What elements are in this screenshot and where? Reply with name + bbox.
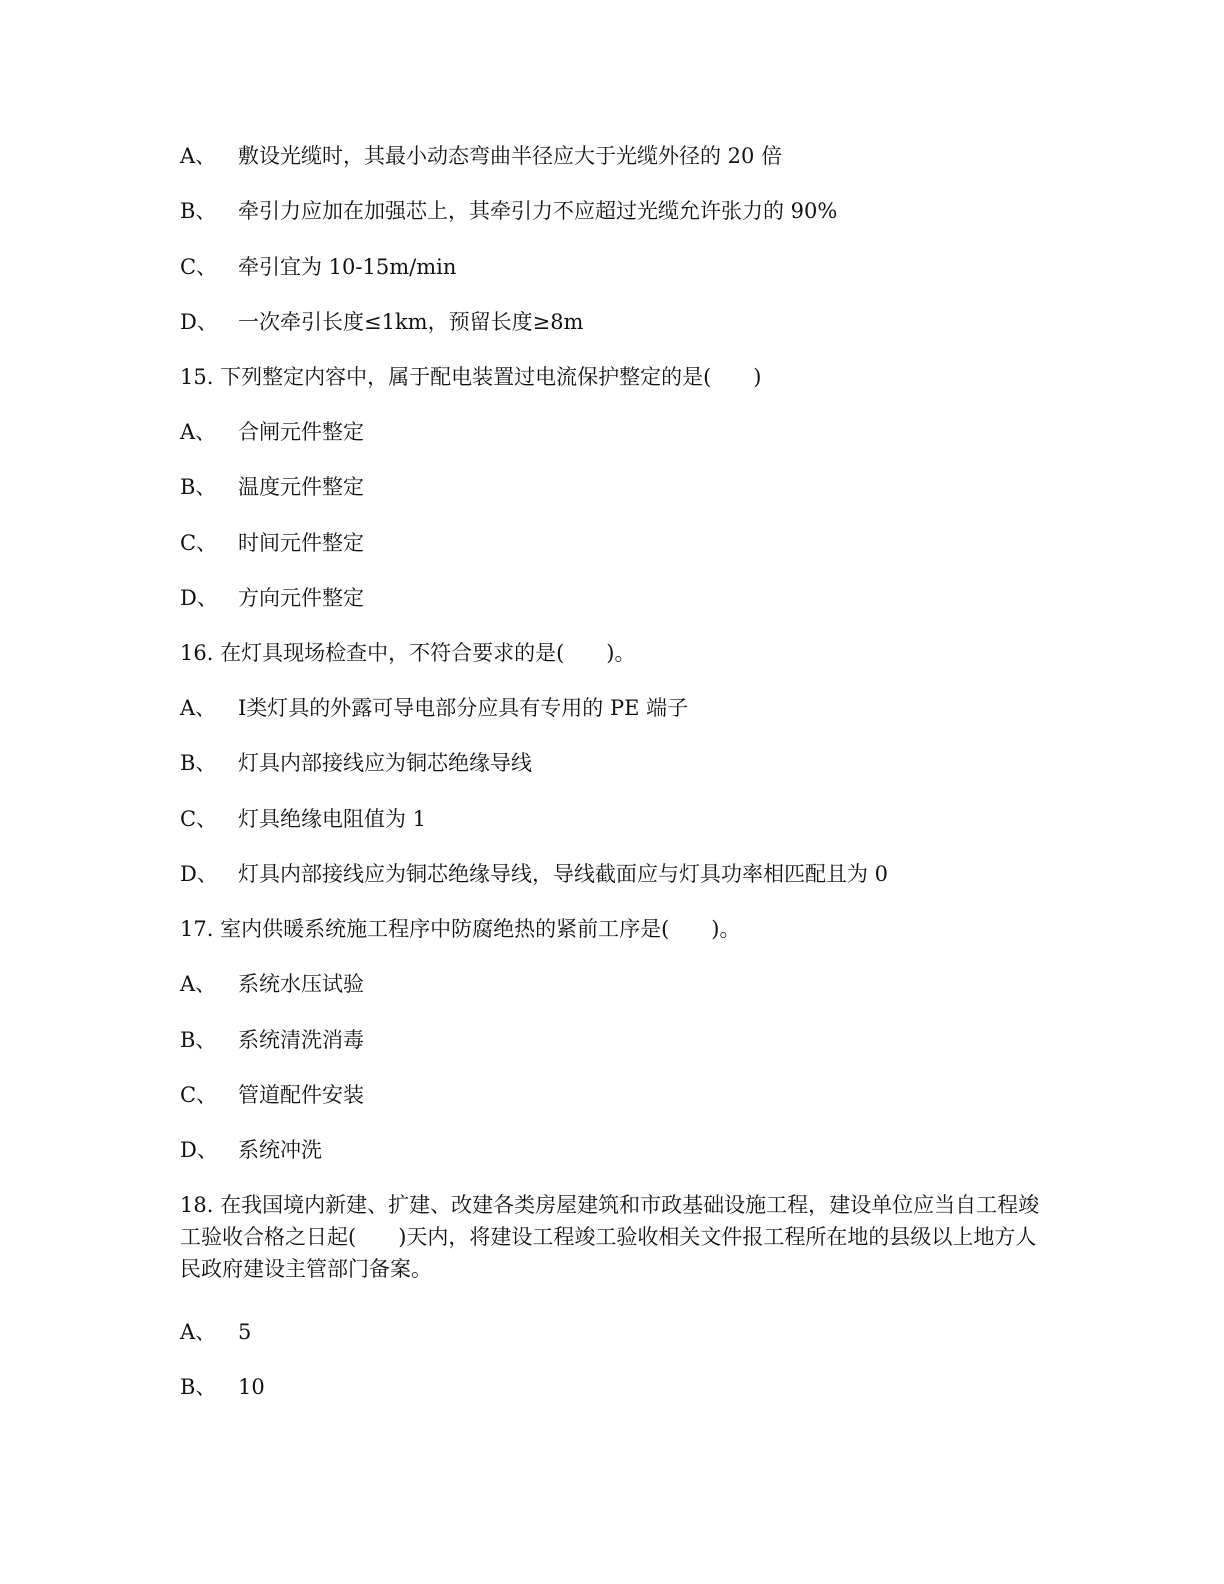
option-b bbox=[180, 194, 837, 228]
option-letter: C、 bbox=[180, 807, 218, 831]
option-letter: B、 bbox=[180, 199, 217, 223]
option-text: 系统清洗消毒 bbox=[238, 1028, 364, 1052]
option-a bbox=[180, 967, 364, 1001]
option-a bbox=[180, 691, 688, 725]
option-letter: A、 bbox=[180, 420, 217, 444]
option-a bbox=[180, 415, 364, 449]
option-text: 温度元件整定 bbox=[238, 475, 364, 499]
question-16 bbox=[180, 636, 635, 670]
option-b bbox=[180, 746, 532, 780]
option-letter: A、 bbox=[180, 696, 217, 720]
option-c bbox=[180, 526, 364, 560]
option-b bbox=[180, 1370, 265, 1404]
option-text: 敷设光缆时，其最小动态弯曲半径应大于光缆外径的 20 倍 bbox=[238, 144, 783, 168]
option-text: 系统水压试验 bbox=[238, 972, 364, 996]
option-text: 牵引宜为 10-15m/min bbox=[238, 255, 457, 279]
option-b bbox=[180, 470, 364, 504]
option-a bbox=[180, 139, 782, 173]
option-d bbox=[180, 305, 583, 339]
option-a bbox=[180, 1315, 251, 1349]
option-letter: B、 bbox=[180, 1375, 217, 1399]
option-d bbox=[180, 857, 888, 891]
option-letter: C、 bbox=[180, 255, 218, 279]
option-letter: D、 bbox=[180, 586, 218, 610]
option-letter: D、 bbox=[180, 862, 218, 886]
option-letter: D、 bbox=[180, 310, 218, 334]
option-b bbox=[180, 1023, 364, 1057]
option-letter: A、 bbox=[180, 972, 217, 996]
question-17 bbox=[180, 912, 740, 946]
option-letter: B、 bbox=[180, 751, 217, 775]
option-letter: B、 bbox=[180, 1028, 217, 1052]
option-letter: C、 bbox=[180, 1083, 218, 1107]
option-text: 管道配件安装 bbox=[238, 1083, 364, 1107]
option-text: 灯具内部接线应为铜芯绝缘导线 bbox=[238, 751, 532, 775]
option-text: 5 bbox=[238, 1320, 252, 1344]
option-letter: A、 bbox=[180, 144, 217, 168]
option-text: 灯具内部接线应为铜芯绝缘导线，导线截面应与灯具功率相匹配且为 0 bbox=[238, 862, 889, 886]
option-text: 时间元件整定 bbox=[238, 531, 364, 555]
option-letter: D、 bbox=[180, 1138, 218, 1162]
option-text: 10 bbox=[238, 1375, 265, 1399]
option-d bbox=[180, 1133, 322, 1167]
option-letter: A、 bbox=[180, 1320, 217, 1344]
option-letter: C、 bbox=[180, 531, 218, 555]
option-text: 合闸元件整定 bbox=[238, 420, 364, 444]
option-c bbox=[180, 802, 426, 836]
option-text: 系统冲洗 bbox=[238, 1138, 322, 1162]
option-c bbox=[180, 1078, 364, 1112]
option-d bbox=[180, 581, 364, 615]
question-15 bbox=[180, 360, 761, 394]
option-c bbox=[180, 250, 456, 284]
option-text: 灯具绝缘电阻值为 1 bbox=[238, 807, 427, 831]
question-text: 16. 在灯具现场检查中，不符合要求的是( )。 bbox=[180, 641, 636, 665]
question-text: 17. 室内供暖系统施工程序中防腐绝热的紧前工序是( )。 bbox=[180, 917, 741, 941]
option-text: Ⅰ类灯具的外露可导电部分应具有专用的 PE 端子 bbox=[238, 696, 689, 720]
option-text: 牵引力应加在加强芯上，其牵引力不应超过光缆允许张力的 90% bbox=[238, 199, 838, 223]
option-text: 一次牵引长度≤1km，预留长度≥8m bbox=[238, 310, 584, 334]
option-letter: B、 bbox=[180, 475, 217, 499]
option-text: 方向元件整定 bbox=[238, 586, 364, 610]
question-text: 15. 下列整定内容中，属于配电装置过电流保护整定的是( ) bbox=[180, 365, 762, 389]
question-18: 18. 在我国境内新建、扩建、改建各类房屋建筑和市政基础设施工程，建设单位应当自工程竣工验收合格之日起( )天内，将建设工程竣工验收相关文件报工程所在地的县级以上地方人民政府建设主管部门备案。 bbox=[180, 1193, 1040, 1281]
